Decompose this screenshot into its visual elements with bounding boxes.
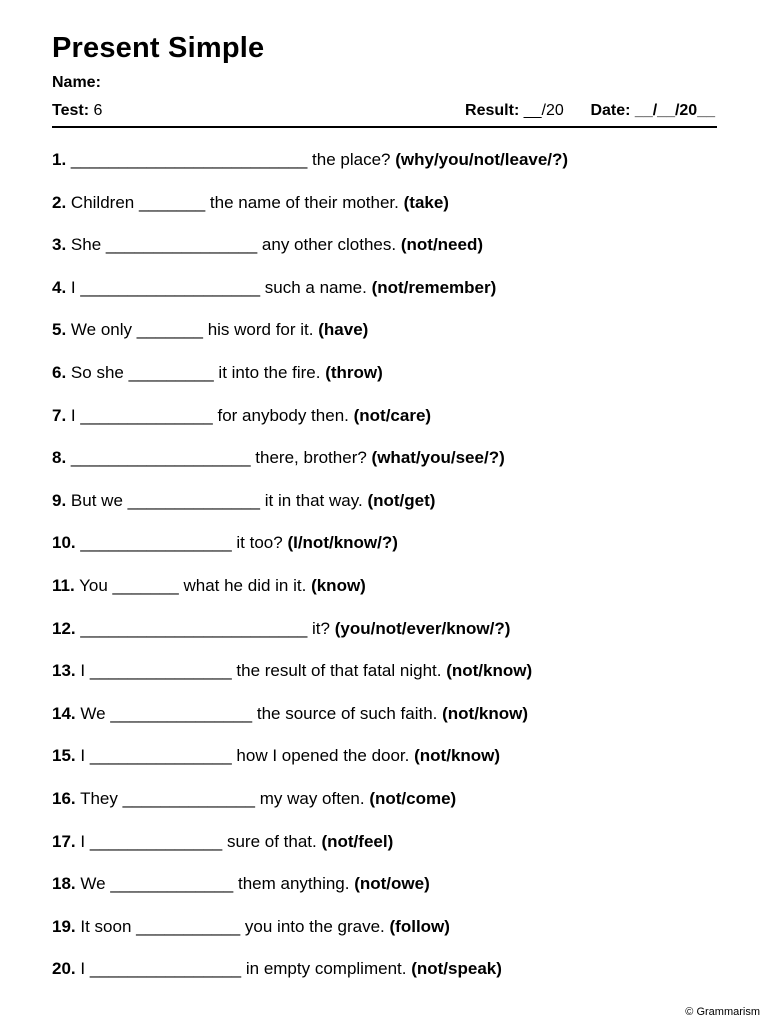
question-text-after: it in that way. [264,490,363,510]
question-number: 19. [52,916,76,936]
question-text-after: it into the fire. [218,362,321,382]
question-item [52,915,742,958]
question-hint: (not/know) [414,746,501,766]
name-label: Name: [52,74,101,91]
question-hint: (I/not/know/?) [287,533,398,553]
question-text-before: They [80,788,118,808]
question-hint: (why/you/not/leave/?) [395,150,569,169]
question-hint: (not/care) [353,405,432,425]
question-number: 18. [52,874,76,894]
question-item [52,830,742,873]
question-text-after: there, brother? [255,448,367,468]
answer-blank: ______________ [89,831,223,851]
question-item [52,744,742,787]
question-number: 7. [52,405,67,425]
question-item [52,148,742,191]
question-text-after: what he did in it. [183,575,307,595]
question-hint: (you/not/ever/know/?) [334,618,511,638]
question-hint: (have) [318,320,369,340]
question-item [52,361,742,404]
question-text-after: them anything. [237,874,350,894]
question-hint: (not/owe) [354,874,430,894]
name-field [52,74,101,92]
answer-blank: ________________ [80,533,232,553]
test-value: 6 [93,102,103,119]
question-list [52,148,742,1000]
answer-blank: ___________ [136,916,241,936]
answer-blank: ______________ [127,490,261,510]
answer-blank: ________________ [89,959,242,979]
question-hint: (not/know) [446,661,533,681]
question-item [52,702,742,745]
question-text-after: my way often. [259,788,365,808]
question-hint: (not/know) [442,703,529,723]
question-text-before: You [79,575,108,595]
question-hint: (take) [403,192,449,212]
question-hint: (not/come) [369,788,457,808]
question-number: 3. [52,235,67,255]
question-hint: (follow) [389,916,450,936]
test-info [52,102,102,120]
question-hint: (not/speak) [411,959,502,979]
question-text-before: But we [70,490,123,510]
question-number: 13. [52,661,76,681]
question-text-after: such a name. [264,277,367,297]
question-hint: (not/get) [367,490,436,510]
question-text-after: his word for it. [207,320,314,340]
question-hint: (not/need) [400,235,484,255]
question-number: 4. [52,277,67,297]
question-item [52,872,742,915]
question-text-before: We only [70,320,133,340]
question-text-after: it too? [236,533,283,553]
question-text-after: the place? [312,150,391,169]
question-item [52,531,742,574]
question-item [52,233,742,276]
question-item [52,659,742,702]
question-text-before: We [80,703,106,723]
result-date-info [465,102,715,120]
answer-blank: _________________________ [70,150,308,169]
question-text-after: sure of that. [226,831,317,851]
question-number: 17. [52,831,76,851]
question-item [52,617,742,660]
question-text-after: any other clothes. [261,235,397,255]
question-number: 12. [52,618,76,638]
question-text-before: We [80,874,106,894]
question-item [52,318,742,361]
question-text-after: the source of such faith. [256,703,438,723]
question-number: 8. [52,448,67,468]
question-text-before: I [80,746,86,766]
date-label: Date: [590,102,631,119]
question-text-before: It soon [80,916,132,936]
result-value: __/20 [523,102,564,119]
question-number: 15. [52,746,76,766]
answer-blank: ______________ [80,405,213,425]
answer-blank: ___________________ [70,448,251,468]
answer-blank: ___________________ [80,277,261,297]
answer-blank: _______ [136,320,203,340]
question-hint: (throw) [325,362,383,382]
question-item [52,404,742,447]
question-text-after: you into the grave. [244,916,385,936]
answer-blank: _______________ [89,746,232,766]
question-text-before: I [80,959,86,979]
test-label: Test: [52,102,90,119]
question-text-after: the result of that fatal night. [236,661,442,681]
question-text-after: in empty compliment. [245,959,407,979]
question-text-after: the name of their mother. [209,192,399,212]
question-number: 16. [52,788,76,808]
question-number: 10. [52,533,76,553]
question-text-after: how I opened the door. [236,746,410,766]
question-item [52,787,742,830]
question-item [52,489,742,532]
question-item [52,191,742,234]
answer-blank: _______ [112,575,179,595]
header-divider [52,126,717,128]
question-number: 14. [52,703,76,723]
question-hint: (not/remember) [371,277,497,297]
answer-blank: _______ [138,192,206,212]
answer-blank: ______________ [122,788,255,808]
question-hint: (not/feel) [321,831,394,851]
question-text-before: I [70,405,76,425]
test-meta-row [52,102,717,122]
answer-blank: _______________ [110,703,253,723]
question-text-before: So she [70,362,124,382]
answer-blank: ________________________ [80,618,308,638]
question-item [52,446,742,489]
copyright-footer: © Grammarism [685,1006,760,1018]
question-item [52,574,742,617]
question-number: 2. [52,192,67,212]
question-number: 6. [52,362,67,382]
question-hint: (know) [311,575,366,595]
question-number: 11. [52,575,75,595]
question-text-before: Children [70,192,135,212]
question-number: 5. [52,320,67,340]
answer-blank: ________________ [105,235,258,255]
page-title: Present Simple [52,32,265,64]
question-number: 9. [52,490,67,510]
question-text-before: I [70,277,76,297]
answer-blank: _____________ [110,874,234,894]
question-item [52,276,742,319]
question-number: 20. [52,959,76,979]
answer-blank: _________ [128,362,214,382]
question-text-before: She [70,235,102,255]
question-hint: (what/you/see/?) [371,448,505,468]
question-text-after: for anybody then. [217,405,349,425]
question-number: 1. [52,150,67,169]
result-label: Result: [465,102,520,119]
answer-blank: _______________ [89,661,232,681]
question-item [52,957,742,1000]
date-value: __/__/20__ [634,102,715,119]
question-text-after: it? [312,618,330,638]
question-text-before: I [80,661,86,681]
question-text-before: I [80,831,86,851]
